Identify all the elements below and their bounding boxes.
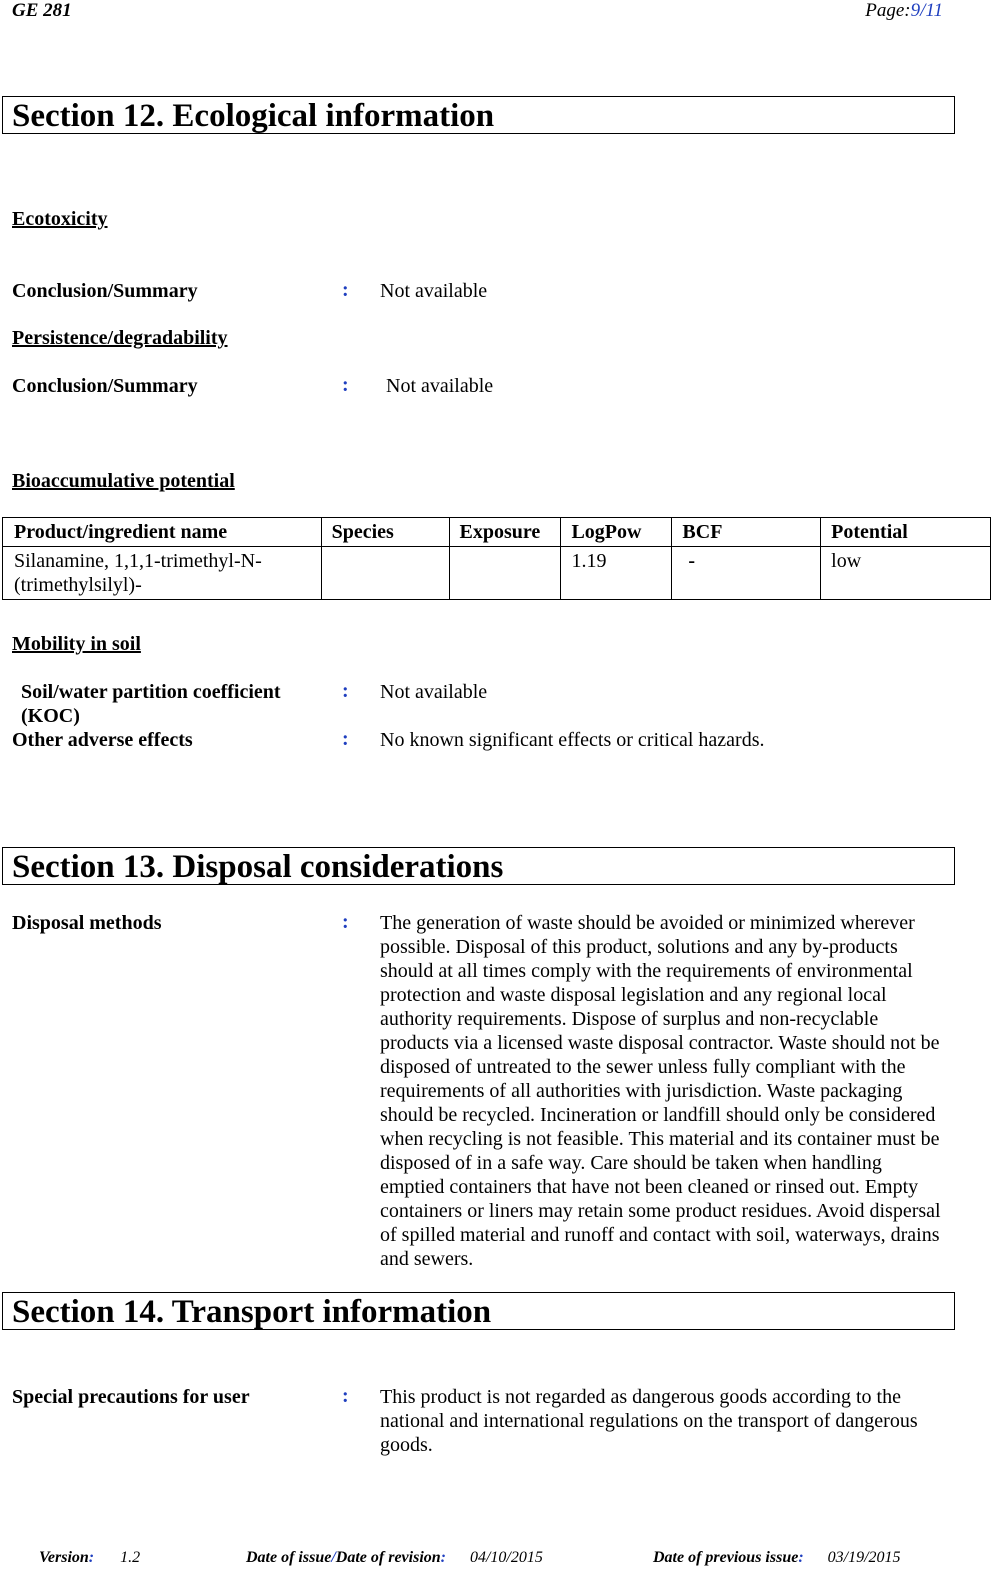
column-header-potential: Potential (821, 518, 991, 547)
section-12-title: Section 12. Ecological information (12, 98, 495, 134)
ecotoxicity-heading: Ecotoxicity (12, 208, 108, 230)
issue-date-label: Date of issue (246, 1549, 332, 1566)
version-label: Version (39, 1549, 89, 1566)
persistence-conclusion-label: Conclusion/Summary (12, 375, 198, 397)
column-header-logpow: LogPow (561, 518, 672, 547)
cell-logpow: 1.19 (561, 547, 672, 600)
table-header-row (3, 518, 991, 547)
disposal-methods-colon: : (342, 911, 349, 933)
bioaccumulative-heading: Bioaccumulative potential (12, 470, 235, 492)
page-indicator (865, 0, 943, 22)
ecotoxicity-conclusion-value: Not available (380, 280, 488, 302)
persistence-colon: : (342, 374, 349, 396)
other-effects-colon: : (342, 728, 349, 750)
column-header-exposure: Exposure (449, 518, 561, 547)
cell-name: Silanamine, 1,1,1-trimethyl-N-(trimethylsilyl)- (3, 547, 322, 600)
mobility-heading: Mobility in soil (12, 633, 141, 655)
cell-potential: low (821, 547, 991, 600)
cell-exposure (449, 547, 561, 600)
section-12-header (2, 96, 955, 134)
previous-issue-colon: : (798, 1549, 804, 1566)
version-value: 1.2 (120, 1549, 141, 1566)
special-precautions-label: Special precautions for user (12, 1386, 250, 1408)
special-precautions-value: This product is not regarded as dangerous goods according to the national and international regulations on the transport of dangerous goods. (380, 1386, 918, 1456)
issue-date-slash: / (331, 1549, 336, 1566)
footer-previous-issue (653, 1549, 901, 1567)
persistence-conclusion-value: Not available (386, 375, 494, 397)
previous-issue-value: 03/19/2015 (827, 1549, 901, 1566)
version-colon: : (88, 1549, 95, 1566)
disposal-methods-label: Disposal methods (12, 912, 162, 934)
footer-version (39, 1549, 140, 1567)
special-precautions-colon: : (342, 1385, 349, 1407)
other-effects-value: No known significant effects or critical hazards. (380, 729, 765, 751)
column-header-species: Species (321, 518, 449, 547)
section-13-header (2, 847, 955, 885)
ecotoxicity-colon: : (342, 279, 349, 301)
other-effects-label: Other adverse effects (12, 729, 193, 751)
section-14-title: Section 14. Transport information (12, 1294, 492, 1330)
koc-colon: : (342, 680, 349, 702)
cell-bcf: - (672, 547, 821, 600)
page-number: 9/11 (910, 0, 943, 21)
persistence-heading: Persistence/degradability (12, 327, 228, 349)
section-13-title: Section 13. Disposal considerations (12, 849, 504, 885)
footer-issue-date (246, 1549, 543, 1567)
cell-species (321, 547, 449, 600)
disposal-methods-value: The generation of waste should be avoided or minimized wherever possible. Disposal of this product, solutions and any by-products should at all times comply with the requirements of environmental protection and waste disposal legislation and any regional local authority requirements. Dispose of surplus and non-recyclable products via a licensed waste disposal contractor. Waste should not be disposed of untreated to the sewer unless fully compliant with the requirements of all authorities with jurisdiction. Waste packaging should be recycled. Incineration or landfill should only be considered when recycling is not feasible. This material and its container must be disposed of in a safe way. Care should be taken when handling emptied containers that have not been cleaned or rinsed out. Empty containers or liners may retain some product residues. Avoid dispersal of spilled material and runoff and contact with soil, waterways, drains and sewers. (380, 912, 941, 1270)
column-header-bcf: BCF (672, 518, 821, 547)
issue-date-colon: : (440, 1549, 446, 1566)
ecotoxicity-conclusion-label: Conclusion/Summary (12, 280, 198, 302)
table-row (3, 547, 991, 600)
koc-value: Not available (380, 681, 488, 703)
previous-issue-label: Date of previous issue (653, 1549, 799, 1566)
section-14-header (2, 1292, 955, 1330)
bioaccumulative-table (2, 517, 991, 600)
column-header-name: Product/ingredient name (3, 518, 322, 547)
revision-date-label: Date of revision (335, 1549, 441, 1566)
koc-label: Soil/water partition coefficient (KOC) (21, 681, 281, 727)
page-label: Page: (865, 0, 911, 21)
document-code: GE 281 (12, 0, 72, 21)
issue-date-value: 04/10/2015 (469, 1549, 543, 1566)
